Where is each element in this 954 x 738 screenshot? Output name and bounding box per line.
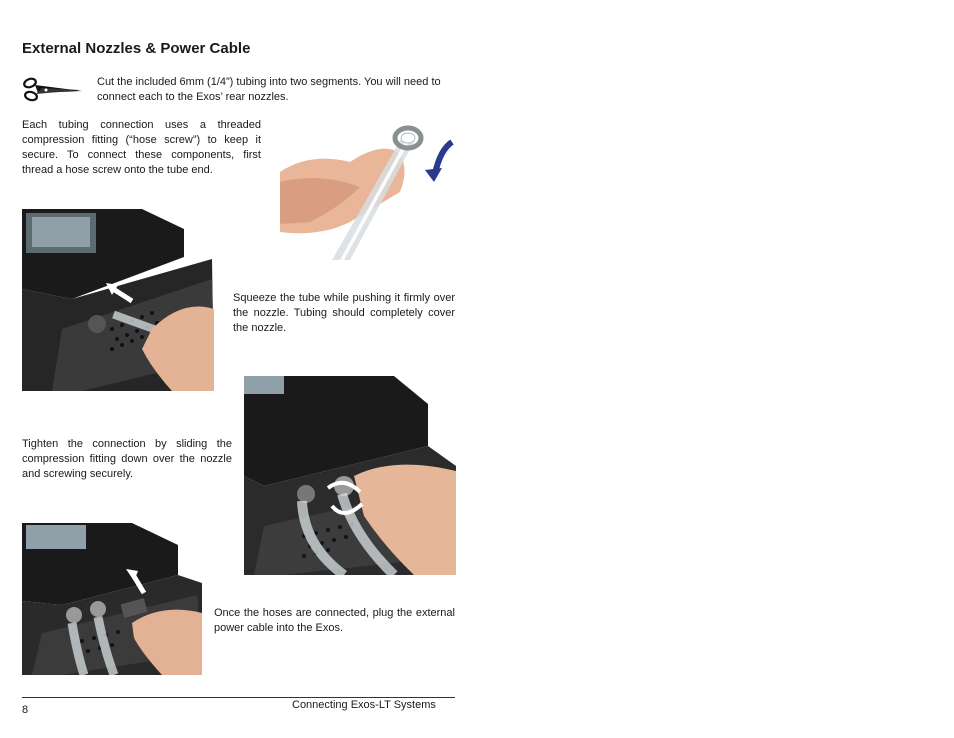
page-number: 8 [22, 704, 29, 716]
paragraph-power-cable: Once the hoses are connected, plug the external power cable into the Exos. [214, 607, 455, 634]
page-title: External Nozzles & Power Cable [22, 40, 251, 57]
photo-hose-screw [280, 112, 456, 260]
photo-tighten-fitting [244, 376, 456, 575]
paragraph-squeeze-tube: Squeeze the tube while pushing it firmly over the nozzle. Tubing should completely cover the nozzle. [233, 292, 455, 334]
paragraph-hose-screw: Each tubing connection uses a threaded compression fitting (“hose screw”) to keep it secure. To connect these components, first thread a hose screw onto the tube end. [22, 119, 261, 176]
scissors-icon [22, 74, 84, 104]
photo-power-cable [22, 523, 202, 675]
paragraph-cut-tubing: Cut the included 6mm (1/4”) tubing into two segments. You will need to connect each to the Exos’ rear nozzles. [97, 76, 441, 103]
footer-rule [22, 697, 455, 698]
footer-section-title: Connecting Exos-LT Systems [292, 699, 436, 711]
photo-push-tube [22, 209, 214, 391]
paragraph-tighten-connection: Tighten the connection by sliding the compression fitting down over the nozzle and screwing securely. [22, 438, 232, 480]
